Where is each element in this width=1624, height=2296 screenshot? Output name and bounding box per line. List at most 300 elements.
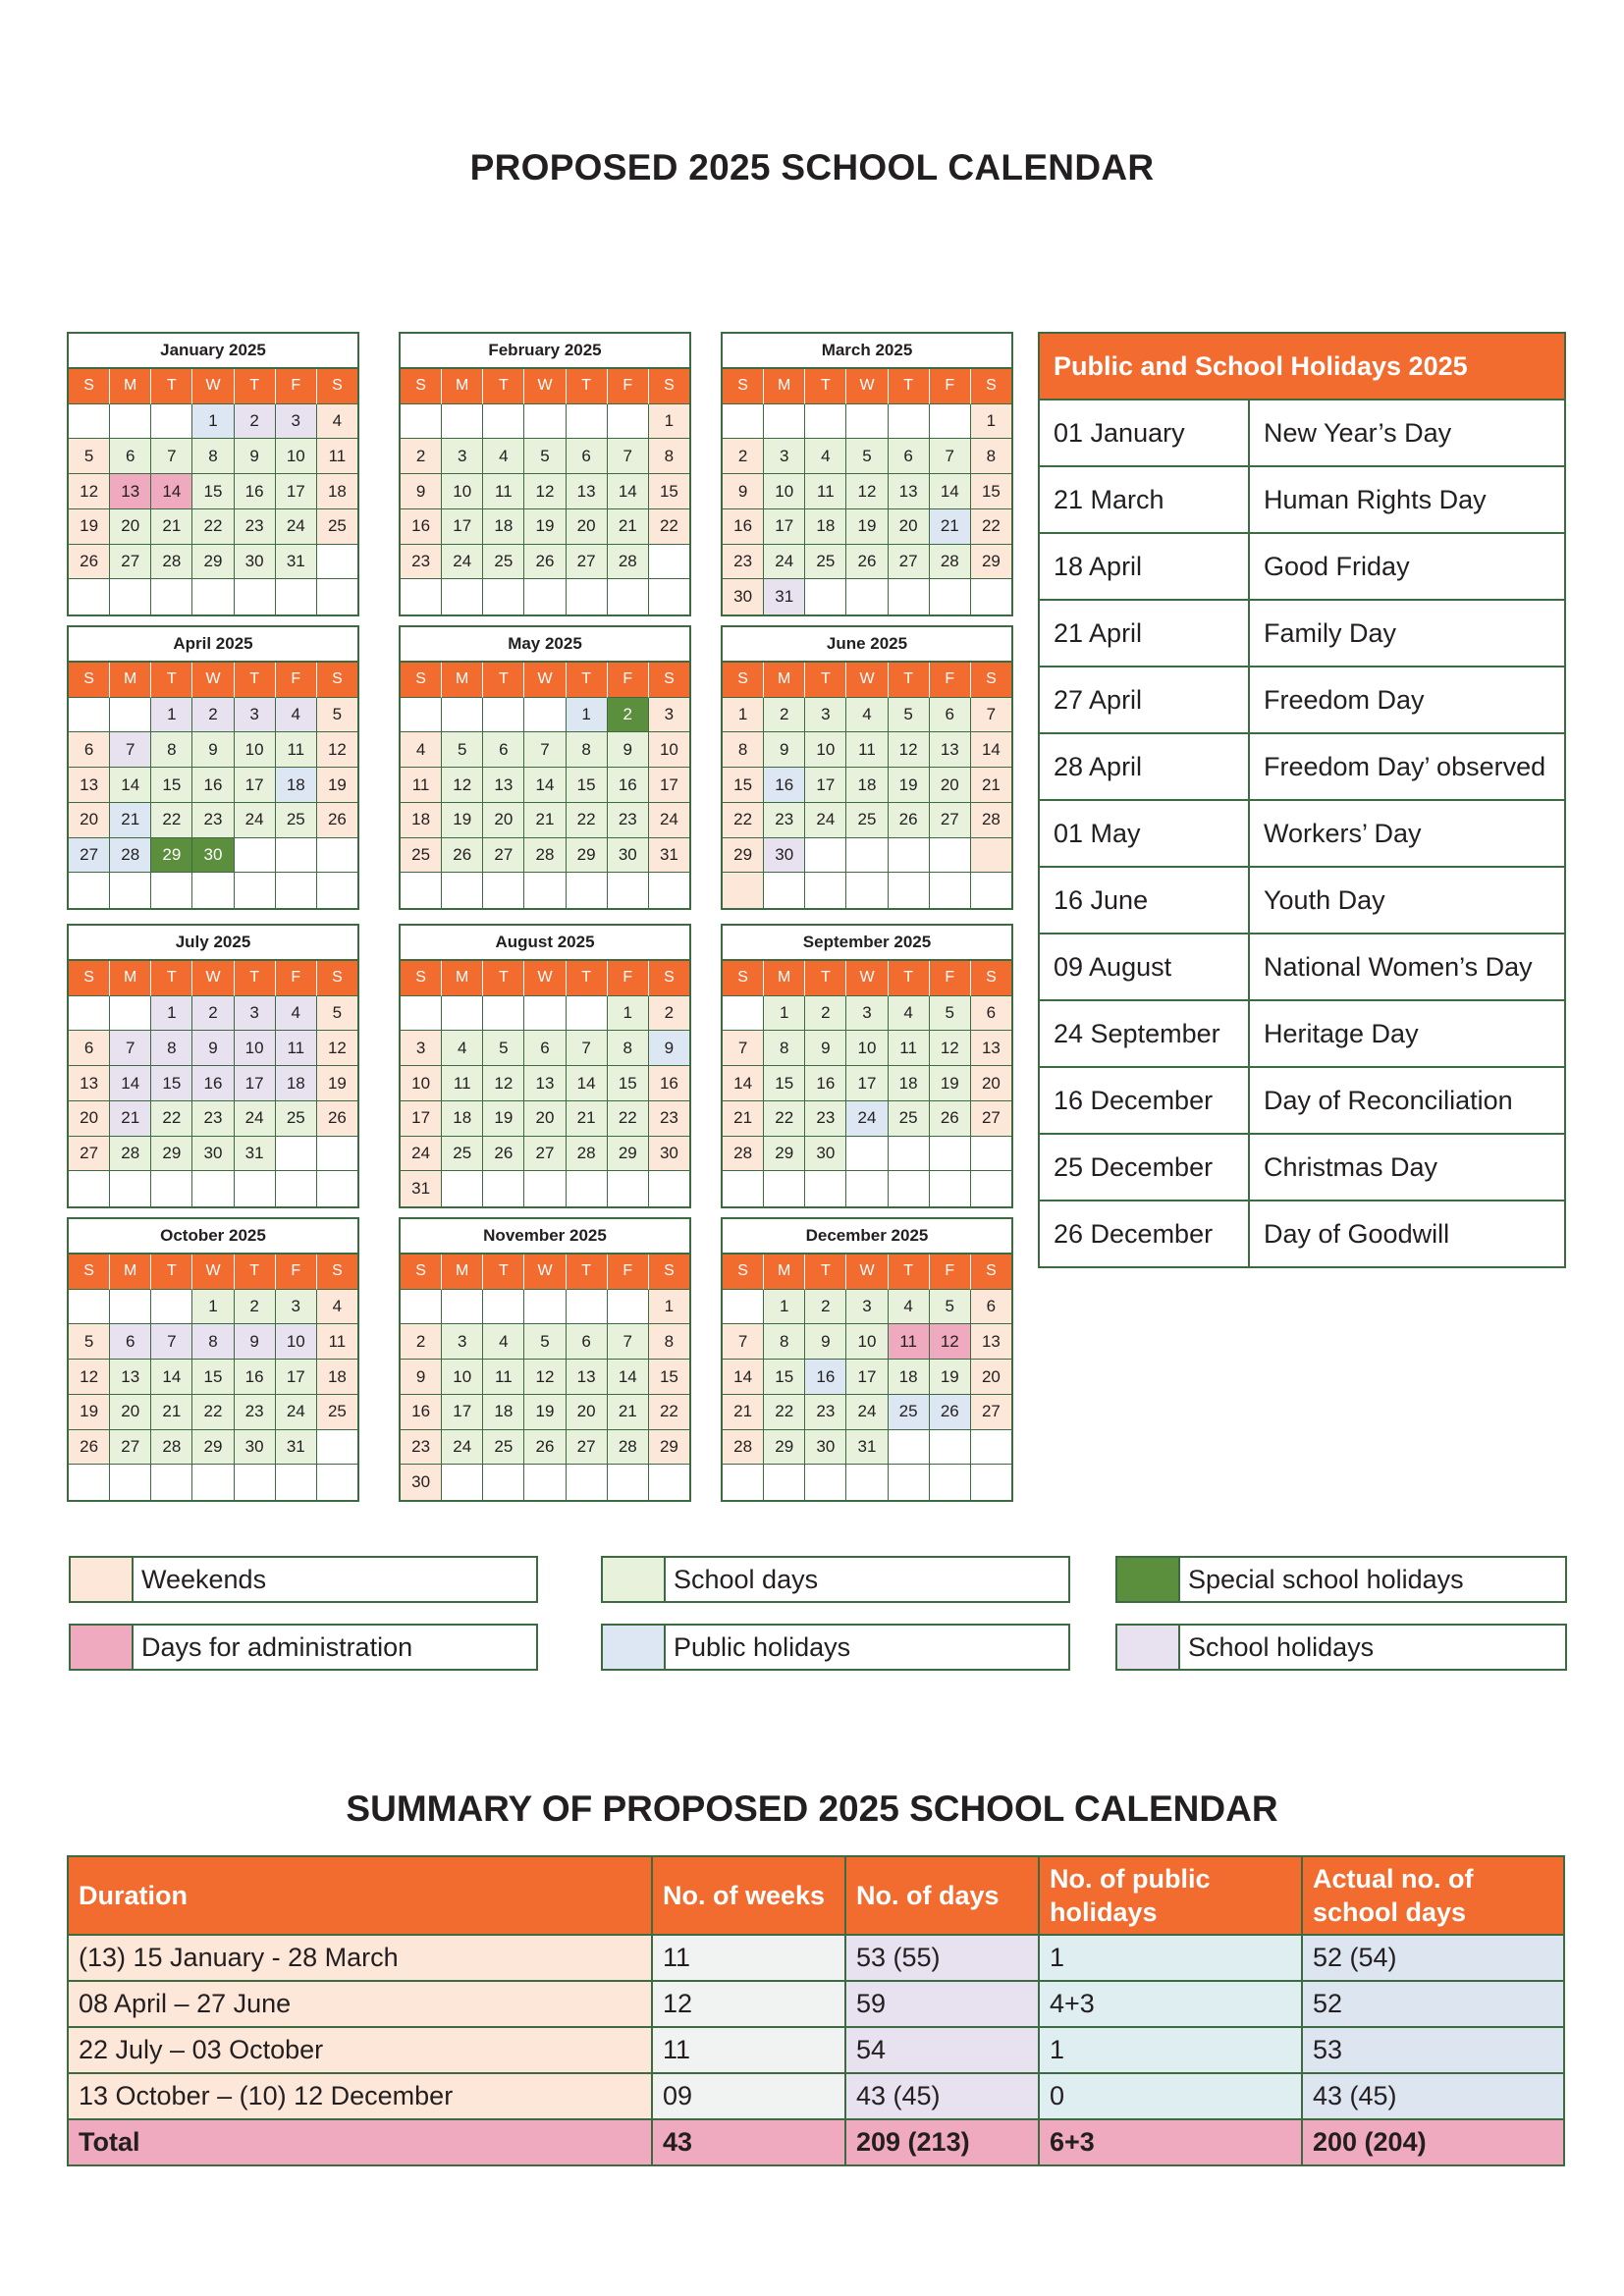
summary-cell: 54: [845, 2027, 1039, 2073]
weekday-label: W: [524, 369, 566, 404]
day-cell: 28: [110, 1137, 151, 1172]
day-cell: 5: [889, 698, 930, 733]
weekday-label: T: [567, 961, 608, 996]
week-row: [401, 1395, 689, 1430]
day-cell: 11: [805, 474, 846, 509]
day-cell: 15: [192, 1360, 234, 1395]
summary-cell: 43 (45): [845, 2073, 1039, 2119]
holiday-name: Good Friday: [1249, 533, 1565, 600]
weekday-header: [69, 1255, 357, 1290]
day-cell: 11: [846, 732, 888, 768]
empty-cell: [317, 579, 357, 614]
day-cell: 12: [930, 1031, 971, 1066]
day-cell: 24: [764, 545, 805, 580]
day-cell: 4: [401, 732, 442, 768]
day-cell: 4: [889, 996, 930, 1032]
weekday-label: M: [764, 369, 805, 404]
empty-cell: [930, 1430, 971, 1466]
day-cell: 10: [805, 732, 846, 768]
weekday-header: [69, 369, 357, 404]
day-cell: 11: [276, 732, 317, 768]
day-cell: 5: [930, 996, 971, 1032]
month-title: November 2025: [401, 1219, 689, 1255]
weekday-label: T: [805, 1255, 846, 1290]
summary-header: Actual no. of school days: [1302, 1856, 1564, 1935]
weekday-label: S: [69, 369, 110, 404]
empty-cell: [764, 873, 805, 908]
day-cell: 3: [846, 1290, 888, 1325]
empty-cell: [608, 404, 649, 440]
weekday-label: M: [110, 369, 151, 404]
week-row: [69, 803, 357, 838]
holiday-row: [1039, 867, 1565, 934]
weekday-label: S: [317, 1255, 357, 1290]
week-row: [401, 1137, 689, 1172]
day-cell: 7: [151, 1324, 192, 1360]
month-title: May 2025: [401, 627, 689, 663]
week-row: [723, 545, 1011, 580]
day-cell: 14: [110, 1066, 151, 1101]
day-cell: 14: [723, 1360, 764, 1395]
empty-cell: [235, 838, 276, 874]
day-cell: 26: [930, 1395, 971, 1430]
weekday-label: F: [930, 1255, 971, 1290]
empty-cell: [805, 873, 846, 908]
day-cell: 14: [723, 1066, 764, 1101]
empty-cell: [317, 1137, 357, 1172]
week-row: [69, 768, 357, 803]
day-cell: 30: [192, 838, 234, 874]
day-cell: 26: [442, 838, 483, 874]
day-cell: 13: [69, 1066, 110, 1101]
empty-cell: [69, 1290, 110, 1325]
empty-cell: [971, 1137, 1011, 1172]
day-cell: 16: [608, 768, 649, 803]
legend-swatch: [71, 1626, 134, 1669]
month-title: February 2025: [401, 334, 689, 369]
weekday-header: [401, 961, 689, 996]
day-cell: 29: [151, 1137, 192, 1172]
empty-cell: [764, 404, 805, 440]
day-cell: 14: [110, 768, 151, 803]
day-cell: 10: [442, 474, 483, 509]
summary-cell: 209 (213): [845, 2119, 1039, 2165]
day-cell: 10: [235, 1031, 276, 1066]
day-cell: 11: [889, 1324, 930, 1360]
week-row: [69, 1290, 357, 1325]
empty-cell: [69, 996, 110, 1032]
day-cell: 24: [235, 1101, 276, 1137]
day-cell: 21: [151, 509, 192, 545]
day-cell: 3: [401, 1031, 442, 1066]
summary-cell: 53 (55): [845, 1935, 1039, 1981]
empty-cell: [69, 698, 110, 733]
day-cell: 5: [483, 1031, 524, 1066]
summary-cell: 0: [1039, 2073, 1302, 2119]
week-row: [69, 1137, 357, 1172]
day-cell: 3: [276, 1290, 317, 1325]
empty-cell: [930, 404, 971, 440]
day-cell: 10: [846, 1031, 888, 1066]
empty-cell: [524, 1465, 566, 1500]
weekday-label: M: [764, 1255, 805, 1290]
day-cell: 31: [276, 1430, 317, 1466]
legend-label: School holidays: [1188, 1631, 1375, 1662]
week-row: [401, 579, 689, 614]
summary-cell: 6+3: [1039, 2119, 1302, 2165]
holiday-row: [1039, 400, 1565, 466]
weekday-label: T: [151, 663, 192, 698]
day-cell: 28: [110, 838, 151, 874]
day-cell: 29: [764, 1137, 805, 1172]
legend-school-days: [601, 1556, 1070, 1603]
week-row: [723, 873, 1011, 908]
day-cell: 10: [401, 1066, 442, 1101]
weekday-header: [723, 369, 1011, 404]
day-cell: 19: [69, 1395, 110, 1430]
day-cell: 22: [764, 1395, 805, 1430]
empty-cell: [524, 996, 566, 1032]
summary-cell: (13) 15 January - 28 March: [68, 1935, 652, 1981]
weekday-label: S: [971, 369, 1011, 404]
empty-cell: [276, 873, 317, 908]
legend-label: Days for administration: [141, 1631, 413, 1662]
weekday-label: T: [889, 369, 930, 404]
holiday-date: 09 August: [1039, 934, 1249, 1000]
legend-label: School days: [674, 1564, 819, 1594]
weekday-label: S: [971, 961, 1011, 996]
weekday-label: M: [442, 369, 483, 404]
summary-cell: 22 July – 03 October: [68, 2027, 652, 2073]
empty-cell: [317, 1465, 357, 1500]
day-cell: 7: [524, 732, 566, 768]
empty-cell: [567, 996, 608, 1032]
day-cell: 27: [69, 1137, 110, 1172]
day-cell: 12: [889, 732, 930, 768]
week-row: [401, 1324, 689, 1360]
weekday-header: [723, 961, 1011, 996]
week-row: [723, 1290, 1011, 1325]
day-cell: 29: [567, 838, 608, 874]
empty-cell: [846, 1465, 888, 1500]
empty-cell: [69, 1171, 110, 1206]
empty-cell: [608, 1290, 649, 1325]
weekday-label: T: [889, 1255, 930, 1290]
empty-cell: [483, 996, 524, 1032]
day-cell: 7: [723, 1031, 764, 1066]
day-cell: 16: [401, 1395, 442, 1430]
holiday-row: [1039, 1134, 1565, 1201]
day-cell: 12: [846, 474, 888, 509]
day-cell: 30: [723, 579, 764, 614]
day-cell: 12: [442, 768, 483, 803]
day-cell: 30: [192, 1137, 234, 1172]
empty-cell: [971, 1430, 1011, 1466]
summary-cell: 13 October – (10) 12 December: [68, 2073, 652, 2119]
day-cell: 7: [608, 439, 649, 474]
empty-cell: [151, 1465, 192, 1500]
day-cell: 14: [151, 1360, 192, 1395]
day-cell: 15: [649, 474, 689, 509]
empty-cell: [192, 579, 234, 614]
day-cell: 10: [846, 1324, 888, 1360]
day-cell: 27: [567, 545, 608, 580]
day-cell: 15: [192, 474, 234, 509]
day-cell: 6: [483, 732, 524, 768]
day-cell: 7: [930, 439, 971, 474]
week-row: [69, 732, 357, 768]
summary-table: [67, 1855, 1565, 2166]
weekday-label: T: [805, 369, 846, 404]
empty-cell: [846, 1171, 888, 1206]
day-cell: 25: [317, 509, 357, 545]
day-cell: 1: [151, 698, 192, 733]
day-cell: 16: [805, 1360, 846, 1395]
week-row: [401, 1465, 689, 1500]
summary-cell: 52 (54): [1302, 1935, 1564, 1981]
day-cell: 13: [524, 1066, 566, 1101]
day-cell: 21: [110, 803, 151, 838]
day-cell: 28: [723, 1430, 764, 1466]
holiday-name: Freedom Day’ observed: [1249, 733, 1565, 800]
summary-title: SUMMARY OF PROPOSED 2025 SCHOOL CALENDAR: [346, 1789, 1278, 1829]
day-cell: 3: [764, 439, 805, 474]
day-cell: 27: [110, 1430, 151, 1466]
empty-cell: [889, 1465, 930, 1500]
legend-swatch: [603, 1558, 666, 1601]
day-cell: 17: [276, 1360, 317, 1395]
month-title: January 2025: [69, 334, 357, 369]
legend-public: [601, 1624, 1070, 1671]
weekday-label: T: [151, 1255, 192, 1290]
weekday-label: F: [276, 961, 317, 996]
day-cell: 5: [69, 1324, 110, 1360]
empty-cell: [846, 404, 888, 440]
day-cell: 25: [442, 1137, 483, 1172]
month-calendar: [399, 924, 691, 1208]
day-cell: 6: [567, 1324, 608, 1360]
holiday-name: Youth Day: [1249, 867, 1565, 934]
day-cell: 14: [524, 768, 566, 803]
day-cell: 29: [649, 1430, 689, 1466]
summary-cell: 12: [652, 1981, 845, 2027]
day-cell: 17: [649, 768, 689, 803]
empty-cell: [151, 404, 192, 440]
day-cell: 1: [567, 698, 608, 733]
day-cell: 2: [764, 698, 805, 733]
weekday-label: F: [276, 369, 317, 404]
day-cell: 31: [401, 1171, 442, 1206]
day-cell: 1: [192, 1290, 234, 1325]
weekday-label: T: [151, 961, 192, 996]
empty-cell: [483, 1171, 524, 1206]
day-cell: 20: [971, 1360, 1011, 1395]
weekday-label: W: [524, 663, 566, 698]
day-cell: 22: [151, 803, 192, 838]
empty-cell: [276, 579, 317, 614]
month-calendar: [721, 1217, 1013, 1502]
day-cell: 23: [401, 545, 442, 580]
day-cell: 17: [805, 768, 846, 803]
holiday-name: Workers’ Day: [1249, 800, 1565, 867]
legend-swatch: [603, 1626, 666, 1669]
empty-cell: [608, 1465, 649, 1500]
day-cell: 18: [889, 1360, 930, 1395]
month-title: August 2025: [401, 926, 689, 961]
day-cell: 28: [930, 545, 971, 580]
empty-cell: [524, 1290, 566, 1325]
day-cell: 20: [971, 1066, 1011, 1101]
week-row: [401, 768, 689, 803]
legend-special: [1115, 1556, 1567, 1603]
week-row: [401, 803, 689, 838]
day-cell: 19: [524, 1395, 566, 1430]
day-cell: 29: [192, 1430, 234, 1466]
week-row: [723, 439, 1011, 474]
weekday-label: F: [608, 1255, 649, 1290]
day-cell: 16: [235, 1360, 276, 1395]
holiday-date: 16 December: [1039, 1067, 1249, 1134]
day-cell: 26: [69, 545, 110, 580]
weekday-label: M: [442, 961, 483, 996]
weekday-label: S: [649, 663, 689, 698]
day-cell: 8: [192, 439, 234, 474]
holiday-date: 25 December: [1039, 1134, 1249, 1201]
summary-header: No. of days: [845, 1856, 1039, 1935]
day-cell: 13: [567, 474, 608, 509]
day-cell: 31: [846, 1430, 888, 1466]
day-cell: 27: [524, 1137, 566, 1172]
empty-cell: [401, 873, 442, 908]
day-cell: 18: [276, 1066, 317, 1101]
day-cell: 4: [317, 404, 357, 440]
week-row: [723, 1171, 1011, 1206]
empty-cell: [971, 579, 1011, 614]
day-cell: 16: [235, 474, 276, 509]
week-row: [401, 996, 689, 1032]
holiday-date: 16 June: [1039, 867, 1249, 934]
weekday-label: F: [276, 1255, 317, 1290]
day-cell: 5: [524, 439, 566, 474]
week-row: [401, 732, 689, 768]
weekday-label: F: [930, 663, 971, 698]
empty-cell: [442, 579, 483, 614]
day-cell: 25: [401, 838, 442, 874]
day-cell: 17: [235, 1066, 276, 1101]
day-cell: 9: [805, 1031, 846, 1066]
day-cell: 25: [846, 803, 888, 838]
week-row: [723, 996, 1011, 1032]
day-cell: 22: [723, 803, 764, 838]
summary-cell: 53: [1302, 2027, 1564, 2073]
day-cell: 30: [235, 545, 276, 580]
day-cell: 23: [723, 545, 764, 580]
day-cell: 20: [483, 803, 524, 838]
day-cell: 11: [442, 1066, 483, 1101]
day-cell: 21: [971, 768, 1011, 803]
day-cell: 5: [317, 996, 357, 1032]
day-cell: 27: [930, 803, 971, 838]
day-cell: 7: [567, 1031, 608, 1066]
weekday-label: S: [723, 1255, 764, 1290]
day-cell: 6: [930, 698, 971, 733]
day-cell: 28: [608, 545, 649, 580]
empty-cell: [276, 838, 317, 874]
weekday-label: F: [930, 369, 971, 404]
weekday-label: S: [401, 961, 442, 996]
week-row: [401, 404, 689, 440]
empty-cell: [649, 1171, 689, 1206]
summary-cell: 43 (45): [1302, 2073, 1564, 2119]
day-cell: 10: [764, 474, 805, 509]
day-cell: 6: [110, 439, 151, 474]
day-cell: 24: [401, 1137, 442, 1172]
week-row: [401, 873, 689, 908]
day-cell: 15: [608, 1066, 649, 1101]
day-cell: 27: [69, 838, 110, 874]
week-row: [723, 474, 1011, 509]
day-cell: 26: [524, 1430, 566, 1466]
day-cell: 19: [930, 1360, 971, 1395]
day-cell: 21: [608, 509, 649, 545]
day-cell: 5: [524, 1324, 566, 1360]
week-row: [69, 474, 357, 509]
day-cell: 16: [192, 1066, 234, 1101]
week-row: [69, 509, 357, 545]
empty-cell: [442, 698, 483, 733]
empty-cell: [442, 404, 483, 440]
day-cell: 15: [567, 768, 608, 803]
day-cell: 1: [764, 996, 805, 1032]
summary-cell: 43: [652, 2119, 845, 2165]
weekday-label: M: [764, 663, 805, 698]
month-calendar: [67, 332, 359, 616]
day-cell: 1: [608, 996, 649, 1032]
summary-cell: 11: [652, 2027, 845, 2073]
weekday-label: S: [723, 663, 764, 698]
holiday-date: 21 April: [1039, 600, 1249, 667]
empty-cell: [151, 579, 192, 614]
day-cell: 25: [889, 1395, 930, 1430]
day-cell: 8: [649, 1324, 689, 1360]
day-cell: 21: [723, 1395, 764, 1430]
weekday-label: T: [483, 1255, 524, 1290]
day-cell: 21: [151, 1395, 192, 1430]
day-cell: 25: [276, 803, 317, 838]
empty-cell: [971, 1465, 1011, 1500]
day-cell: 20: [930, 768, 971, 803]
empty-cell: [846, 1137, 888, 1172]
day-cell: 2: [805, 1290, 846, 1325]
summary-cell: 11: [652, 1935, 845, 1981]
holiday-row: [1039, 1201, 1565, 1267]
month-calendar: [399, 1217, 691, 1502]
day-cell: 8: [151, 1031, 192, 1066]
empty-cell: [608, 579, 649, 614]
day-cell: 12: [69, 474, 110, 509]
day-cell: 18: [805, 509, 846, 545]
day-cell: 25: [889, 1101, 930, 1137]
weekday-label: W: [192, 369, 234, 404]
weekday-label: W: [846, 1255, 888, 1290]
week-row: [69, 404, 357, 440]
summary-row: [68, 1935, 1564, 1981]
holiday-date: 26 December: [1039, 1201, 1249, 1267]
summary-header: Duration: [68, 1856, 652, 1935]
empty-cell: [69, 404, 110, 440]
legend-swatch: [1117, 1558, 1180, 1601]
empty-cell: [889, 873, 930, 908]
